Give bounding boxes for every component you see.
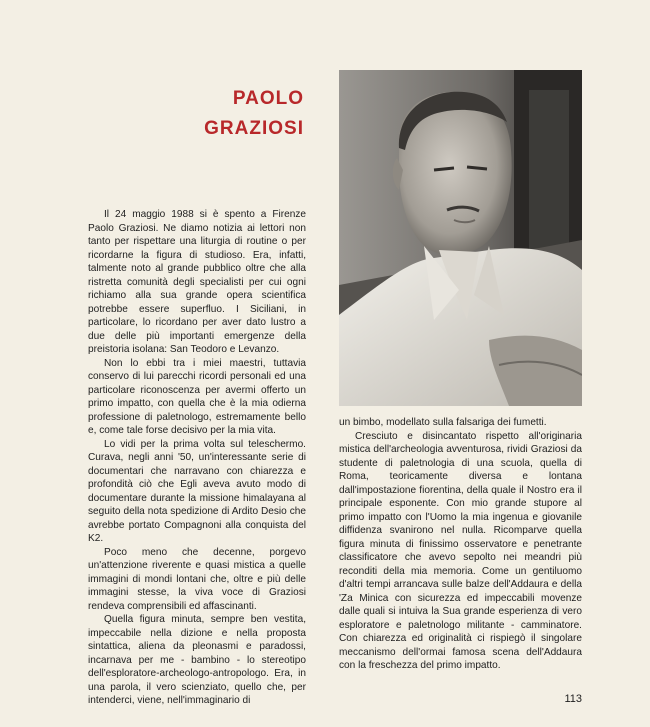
page-number: 113 xyxy=(564,693,582,705)
portrait-photo xyxy=(339,70,582,406)
paragraph-continuation: un bimbo, modellato sulla falsariga dei fumetti. xyxy=(339,417,547,428)
paragraph: Lo vidi per la prima volta sul teleschermo. Curava, negli anni '50, un'interessante serie di documentari che narravano con chiarezza e profondità ciò che Egli aveva avuto modo di documentare durante la missione himalayana al seguito della nota spedizione di Ardito Desio che avrebbe portato Compagnoni alla conquista del K2. xyxy=(88,438,306,544)
paragraph: Non lo ebbi tra i miei maestri, tuttavia conservo di lui parecchi ricordi personali ed una particolare riconoscenza per avermi offerto un primo impatto, con quella che è la mia odierna professione di paletnologo, estremamente bello e, come tale forse decisivo per la mia vita. xyxy=(88,357,306,436)
paragraph: Il 24 maggio 1988 si è spento a Firenze Paolo Graziosi. Ne diamo notizia ai lettori non tanto per rispettare una liturgia di routine o per ricordarne la figura di studioso. Era, infatti, talmente noto al grande pubblico oltre che alla ristretta comunità degli specialisti per cui ogni richiamo alla sua grande opera scientifica potrebbe essere superfluo. I Siciliani, in particolare, lo ricordano per aver dato lustro a due delle più importanti emergenze della preistoria isolana: San Teodoro e Levanzo. xyxy=(88,209,306,355)
text-column-right xyxy=(339,416,582,673)
text-column-left xyxy=(88,208,306,708)
paragraph: Quella figura minuta, sempre ben vestita, impeccabile nella dizione e nella proposta sintattica, aliena da pleonasmi e paradossi, incarnava per me - bambino - lo stereotipo dell'esploratore-archeologo-antropologo. Era, in una parola, il vero scienziato, quello che, per intenderci, viene, nell'immaginario di xyxy=(88,614,306,706)
article-title xyxy=(170,84,304,144)
title-line-surname: GRAZIOSI xyxy=(204,118,304,139)
portrait-illustration xyxy=(339,70,582,406)
paragraph: Poco meno che decenne, porgevo un'attenzione riverente e quasi mistica a quelle immagini di mondi lontani che, oltre e più delle immagini stesse, la viva voce di Graziosi rendeva comprensibili ed affascinanti. xyxy=(88,546,306,612)
paragraph: Cresciuto e disincantato rispetto all'originaria mistica dell'archeologia avventurosa, rividi Graziosi da studente di paletnologia di una scuola, quella di Roma, teoricamente diversa e lontana dall'impostazione fiorentina, della quale il Nostro era il principale esponente. Con mio grande stupore al primo impatto con l'Uomo la mia ingenua e giovanile diffidenza svanirono nel nulla. Ricomparve quella figura minuta di finissimo osservatore e penetrante classificatore che avevo sepolto nei meandri più reconditi della mia memoria. Come un gentiluomo d'altri tempi arrancava sulle balze dell'Addaura e della 'Za Minica con sicurezza ed impeccabili movenze dalle quali si intuiva la Sua grande esperienza di vero esploratore e paletnologo militante - camminatore. Con chiarezza ed originalità ci rispiegò il singolare meccanismo dell'ormai famosa scena dell'Addaura con la freschezza del primo impatto. xyxy=(339,430,582,671)
title-line-first-name: PAOLO xyxy=(232,88,304,109)
